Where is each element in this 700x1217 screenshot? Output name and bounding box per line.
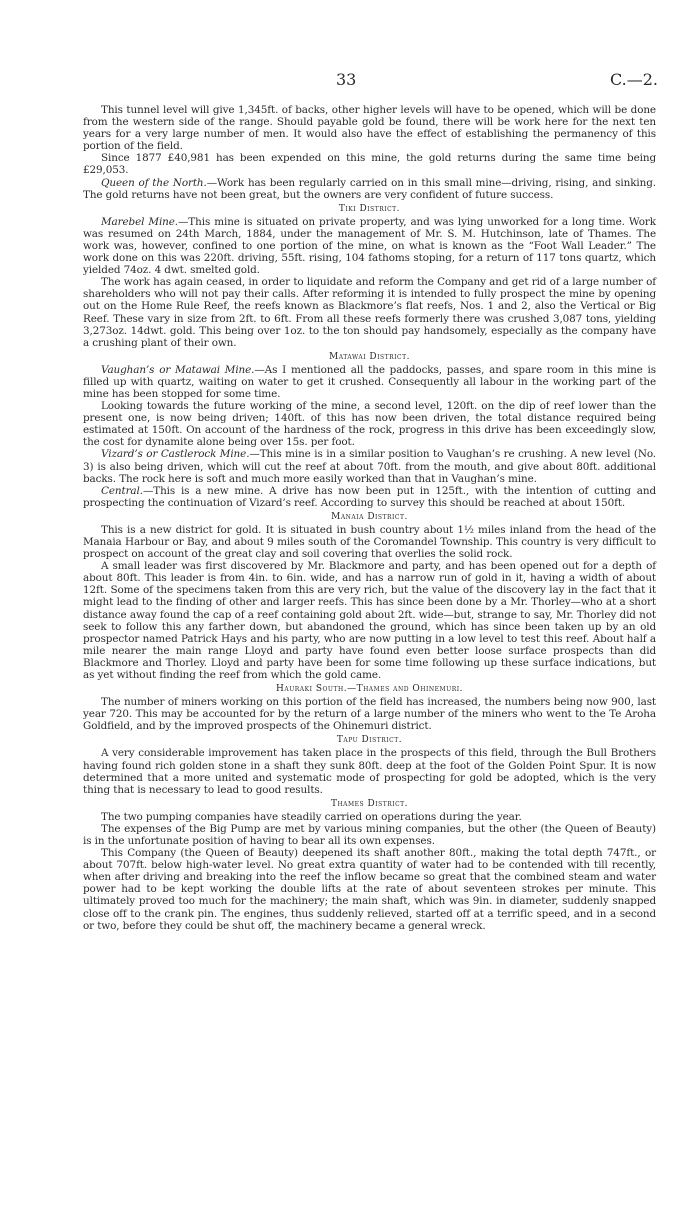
paragraph-vaughans-mine: Vaughan’s or Matawai Mine.—As I mentioned all the paddocks, passes, and spare room in this mine is filled up with quartz, waiting on water to get it crushed. Consequently all labour in the working part of the mine has been stopped for some time. [83, 363, 656, 400]
paragraph-expenditure: Since 1877 £40,981 has been expended on this mine, the gold returns during the same time being £29,053. [83, 152, 656, 177]
mine-name: Central. [101, 484, 143, 497]
body-text [83, 104, 656, 932]
paragraph-hauraki-miners: The number of miners working on this portion of the field has increased, the numbers being now 900, last year 720. This may be accounted for by the return of a large number of the miners who went to the Te Aroha Goldfield, and by the improved prospects of the Ohinemuri district. [83, 696, 656, 733]
paragraph-pumping-companies: The two pumping companies have steadily carried on operations during the year. [101, 810, 522, 823]
paragraph-tapu-improvement: A very considerable improvement has taken place in the prospects of this field, through the Bull Brothers having found rich golden stone in a shaft they sunk 80ft. deep at the foot of the Golden Point Spur. It is now determined that a more united and systematic mode of prospecting for gold be adopted, which is the very thing that is necessary to lead to good results. [83, 747, 656, 796]
paragraph-manaia-leader: A small leader was first discovered by Mr. Blackmore and party, and has been opened out for a depth of about 80ft. This leader is from 4in. to 6in. wide, and has a narrow run of gold in it, having a width of about 12ft. Some of the specimens taken from this are very rich, but the value of the discovery lay in the fact that it might lead to the finding of other and larger reefs. This has since been done by a Mr. Thorley—who at a short distance away found the cap of a reef containing gold about 2ft. wide—but, strange to say, Mr. Thorley did not seek to follow this any farther down, but abandoned the ground, which has since been taken up by an old prospector named Patrick Hays and his party, who are now putting in a low level to test this reef. About half a mile nearer the main range Lloyd and party have found even better loose surface prospects than did Blackmore and Thorley. Lloyd and party have been for some time following up these surface indications, but as yet without finding the reef from which the gold came. [83, 560, 656, 682]
page-number: 33 [336, 70, 357, 89]
mine-name: Queen of the North. [101, 176, 207, 189]
mine-name: Vizard’s or Castlerock Mine. [101, 448, 250, 461]
paragraph-vizards-mine: Vizard’s or Castlerock Mine.—This mine is in a similar position to Vaughan’s re crushing. A new level (No. 3) is also being driven, which will cut the reef at about 70ft. from the mouth, and give about 80ft. additional backs. The rock here is soft and much more easily worked than that in Vaughan’s mine. [83, 448, 656, 485]
page-header [0, 70, 700, 92]
paragraph-big-pump: The expenses of the Big Pump are met by various mining companies, but the other (the Queen of Beauty) is in the unfortunate position of having to bear all its own expenses. [83, 822, 656, 847]
document-reference: C.—2. [609, 70, 658, 89]
paragraph-queen-of-beauty: This Company (the Queen of Beauty) deepened its shaft another 80ft., making the total depth 747ft., or about 707ft. below high-water level. No great extra quantity of water had to be contended with till recently, when after driving and breaking into the reef the inflow became so great that the combined steam and water power had to be kept working the double lifts at the rate of about seventeen strokes per minute. This ultimately proved too much for the machinery; the main shaft, which was 9in. in diameter, suddenly snapped close off to the crank pin. The engines, thus suddenly relieved, started off at a terrific speed, and in a second or two, before they could be shut off, the machinery became a general wreck. [83, 847, 656, 932]
paragraph-second-level: Looking towards the future working of the mine, a second level, 120ft. on the dip of reef lower than the present one, is now being driven; 140ft. of this has now been driven, the total distance required being estimated at 150ft. On account of the hardness of the rock, progress in this drive has been exceedingly slow, the cost for dynamite alone being over 15s. per foot. [83, 400, 656, 449]
mine-name: Vaughan’s or Matawai Mine. [101, 363, 255, 376]
paragraph-manaia-intro: This is a new district for gold. It is situated in bush country about 1½ miles inland from the head of the Manaia Harbour or Bay, and about 9 miles south of the Coromandel Township. This country is very difficult to prospect on account of the great clay and soil covering that overlies the solid rock. [83, 523, 656, 561]
section-heading-thames: Thames District. [330, 798, 409, 809]
paragraph-marebel-mine: Marebel Mine.—This mine is situated on private property, and was lying unworked for a long time. Work was resumed on 24th March, 1884, under the management of Mr. S. M. Hutchinson, late of Thames. The work was, however, confined to one portion of the mine, on what is known as the “Foot Wall Leader.” The work done on this was 220ft. driving, 55ft. rising, 104 fathoms stoping, for a return of 117 tons quartz, which yielded 74oz. 4 dwt. smelted gold. [83, 215, 656, 277]
paragraph-tunnel-level: This tunnel level will give 1,345ft. of backs, other higher levels will have to be opened, which will be done from the western side of the range. Should payable gold be found, there will be work here for the next ten years for a very large number of men. It would also have the effect of establishing the permanency of this portion of the field. [83, 104, 656, 153]
mine-name: Marebel Mine. [101, 215, 179, 228]
section-heading-matawai: Matawai District. [329, 351, 410, 362]
section-heading-tiki: Tiki District. [338, 203, 401, 214]
section-heading-hauraki-south: Hauraki South.—Thames and Ohinemuri. [276, 684, 463, 695]
paragraph-queen-of-the-north: Queen of the North.—Work has been regularly carried on in this small mine—driving, rising, and sinking. The gold returns have not been great, but the owners are very confident of future success. [83, 176, 656, 201]
section-heading-manaia: Manaia District. [331, 511, 408, 522]
section-heading-tapu: Tapu District. [336, 735, 403, 746]
paragraph-marebel-reform: The work has again ceased, in order to liquidate and reform the Company and get rid of a large number of shareholders who will not pay their calls. After reforming it is intended to fully prospect the mine by opening out on the Home Rule Reef, the reefs known as Blackmore’s flat reefs, Nos. 1 and 2, also the Vertical or Big Reef. These vary in size from 2ft. to 6ft. From all these reefs formerly there was crushed 3,087 tons, yielding 3,273oz. 14dwt. gold. This being over 1oz. to the ton should pay handsomely, especially as the company have a crushing plant of their own. [83, 276, 656, 349]
paragraph-central-mine: Central.—This is a new mine. A drive has now been put in 125ft., with the intention of cutting and prospecting the continuation of Vizard’s reef. According to survey this should be reached at about 150ft. [83, 484, 656, 509]
